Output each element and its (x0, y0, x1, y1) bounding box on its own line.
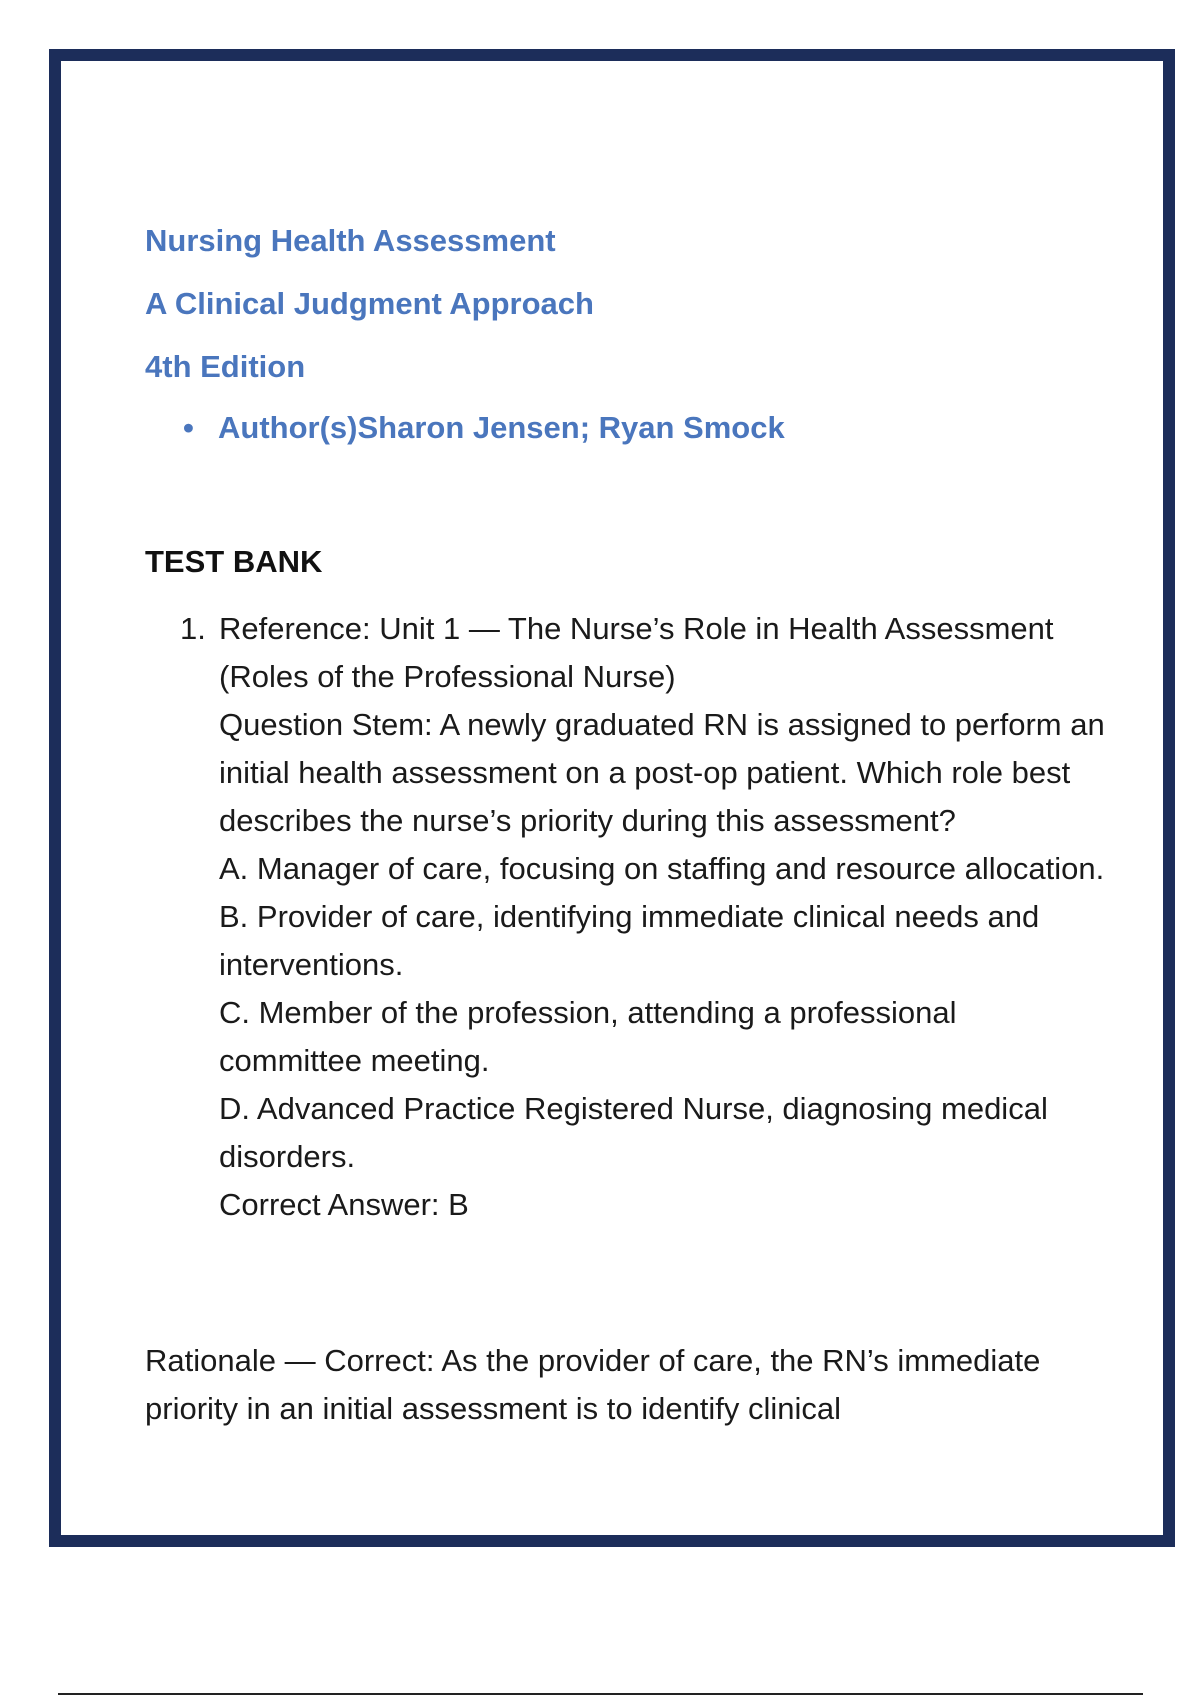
bullet-icon: • (183, 410, 194, 445)
footer-divider (58, 1693, 1143, 1695)
book-title: Nursing Health Assessment (145, 223, 556, 258)
author-item (145, 409, 785, 447)
question-body (219, 605, 1105, 1229)
book-heading (145, 222, 785, 447)
question-number: 1. (180, 611, 206, 646)
correct-answer: Correct Answer: B (219, 1187, 469, 1222)
authors-text: Author(s)Sharon Jensen; Ryan Smock (218, 410, 785, 445)
book-edition: 4th Edition (145, 349, 306, 384)
option-c: C. Member of the profession, attending a professional committee meeting. (219, 995, 957, 1078)
question-stem: Question Stem: A newly graduated RN is assigned to perform an initial health assessment on a post-op patient. Which role best describes the nurse’s priority during this assessment? (219, 707, 1105, 838)
option-a: A. Manager of care, focusing on staffing and resource allocation. (219, 851, 1105, 886)
book-subtitle: A Clinical Judgment Approach (145, 286, 594, 321)
option-d: D. Advanced Practice Registered Nurse, diagnosing medical disorders. (219, 1091, 1048, 1174)
test-bank-title: TEST BANK (145, 544, 323, 579)
option-b: B. Provider of care, identifying immediate clinical needs and interventions. (219, 899, 1040, 982)
question-reference: Reference: Unit 1 — The Nurse’s Role in Health Assessment (Roles of the Professional Nurse) (219, 611, 1054, 694)
author-list (145, 409, 785, 447)
question-1 (180, 605, 1105, 1229)
rationale: Rationale — Correct: As the provider of care, the RN’s immediate priority in an initial assessment is to identify clinical (145, 1343, 1041, 1426)
